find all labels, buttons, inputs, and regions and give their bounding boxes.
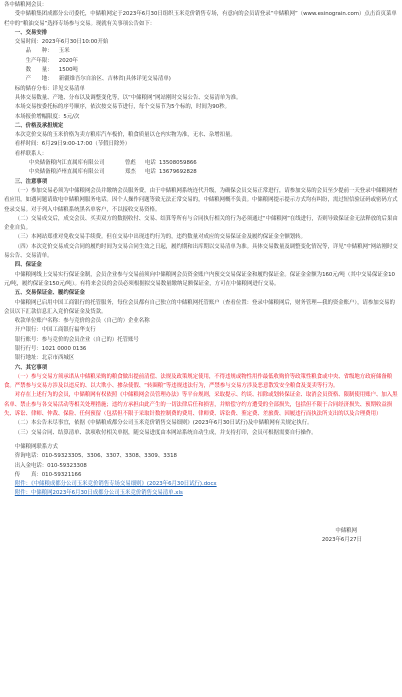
viewing-contact-row: 中央储备粮内江直属库有限公司 曾彪 电话 13508059866 — [29, 160, 197, 167]
price-rule: 本次竞价交易的玉米价格为卖方粮库汽车板价，粮食质量以仓内实物为准，无水、杂增扣量。 — [14, 132, 236, 139]
trade-origin: 产 地： 新疆维吾尔自治区、吉林省(具体详见交易清单) — [25, 76, 171, 83]
trade-note: 本场交易按委托标的序号顺序，依次按交易节进行，每个交易节为5个标的，时间为90秒。 — [14, 104, 230, 111]
other-paragraph: （三）交易合同、结算清单、款项收付相关单据，随交易进度由本网站系统自动生成，并支持打印，会员可根据需要自行操作。 — [14, 429, 317, 436]
bank-row: 银行地址：北京市西城区 — [14, 355, 75, 362]
bank-row: 收款单位账户名称：参与竞价的会员（自己的）企业名称 — [14, 318, 150, 325]
signature-date: 2023年6月27日 — [321, 537, 362, 544]
trade-note: 本场报价增幅限度：5元/次 — [14, 113, 80, 120]
greeting: 各中储粮网会员： — [4, 2, 48, 8]
contact-fund-phone: 出入金电话：010-59323308 — [14, 462, 87, 469]
contact-title: 中储粮网联系方式 — [14, 443, 58, 450]
other-paragraph: （二）本公告未尽事宜，依据《中储粮成都分公司玉米竞价销售交易细则》(2023年6月30日试行)及中储粮网有关规定执行。 — [14, 420, 313, 427]
viewing-time: 看样时间：6月29日9:00-17:00（节假日除外） — [14, 141, 131, 148]
attachment-list[interactable] — [4, 489, 398, 498]
note-paragraph: （四）本次竞价交易成交合同的履约时间为交易合同生效之日起，履约期和出库期以交易清单为准。具体交易数量及调整变化情况等，详见“中储粮网”网站刚时交易公告、交易清单。 — [4, 243, 398, 260]
trade-time: 交易时间：2023年6月30日10:00开始 — [14, 39, 109, 46]
bank-row: 开户银行：中国工商银行福华支行 — [14, 327, 96, 334]
trade-variety: 品 种： 玉米 — [25, 48, 70, 55]
section-notes-heading: 三、注意事项 — [14, 178, 48, 185]
intro-paragraph: 受中储粮集团成都分公司委托，中储粮网定于2023年6月30日组织玉米竞价销售专场，有意向的会员请登录“中储粮网”（www.esinograin.com）点击首页菜单栏中的“粮油交易”选择专场参与交易。现就有关事项公告如下： — [4, 11, 397, 27]
trade-quantity: 数 量： 1500吨 — [25, 67, 78, 74]
viewing-contact-label: 看样联系人： — [14, 150, 48, 157]
section-trade-heading: 一、交易安排 — [14, 29, 48, 36]
note-paragraph: （三）本网站郑重对免收交易手续费。但在交易中出现违约行为的，违约数量对成应的交易保证金及履约保证金全额划转。 — [14, 234, 306, 241]
attachment-rules-link[interactable]: 附件：《中储粮成都分公司玉米竞价销售专场交易细则》(2023年6月30日试行).docx — [14, 481, 217, 488]
viewing-contact-row: 中央储备粮泸州直属库有限公司 郑杰 电话 13679692828 — [29, 169, 197, 176]
contact-fax: 传 真：010-59321166 — [14, 471, 82, 478]
section-bank-heading: 五、交易保证金、履约保证金 — [14, 290, 85, 297]
warning-paragraph: 对存在上述行为的会员，中储粮网有权依照《中储粮网会员管理办法》等平台规则，采取提示、约谈、扣除或划转保证金、取消会员资格、限制使用账户、加入黑名单、禁止参与各交易活动等相关处理措施；违约方承担由此产生的一切法律后任和损害，并赔偿守约方遭受的全部损失，包括但不限于合同经济损失、预期收益损失、诉讼、律师、仲裁、保险、任何预留（包括但不限于采取针数控制费的费用、律师费、诉讼费、鉴定费、差旅费、因履违行而执法所支出的以及合理费用） — [4, 392, 398, 418]
warning-paragraph: （一）参与交易方须承诺从中储粮采购的粮食做出提前清偿、法规及政策规定使用，不得违规或物性用作最低收购价等政策性粮食或中央、省级地方政府储备粮食。严禁参与交易方涉及以违反的、以大欺小、掺杂使假、“转圈粮”等违规违法行为，严禁参与交易方涉及恶意散发安全粮食及变卖等行为。 — [4, 373, 393, 390]
section-deposit-heading: 四、保证金 — [14, 262, 42, 269]
trade-year: 生产年限： 2020年 — [25, 57, 78, 64]
section-price-heading: 二、价格及承担规定 — [14, 122, 64, 129]
contact-phone: 咨询电话：010-59323305、3306、3307、3308、3309、3318 — [14, 453, 177, 460]
trade-note: 具体交易数量、产地、分布以及调整变化等，以“中储粮网”网站刚时交易公告、交易清单为准。 — [14, 94, 242, 101]
bank-paragraph: 中储粮网已启用中国工商银行的托管服务，每位会员都有自己独立的中储粮网托管账户（查看位置：登录中储粮网后，财务管理—我的资金账户），请参加交易的会员以下汇款信息汇入竞价保证金及货款。 — [4, 299, 395, 315]
trade-storage: 标的储存分布：详见交易清单 — [14, 85, 85, 92]
deposit-paragraph: 中储粮网线上交易实行保证金制，会员企业参与交易前须向中储粮网会员资金账户内预交交易保证金和履约保证金。保证金金额为160元/吨（其中交易保证金10元/吨，履约保证金150元/吨）。有将来会员的会员必须根据拟交易数量缴纳足额保证金，方可在中储粮网进行交易。 — [4, 271, 395, 287]
section-other-heading: 六、其它事项 — [14, 364, 48, 371]
note-paragraph: （一）参加交易必须为中储粮网会员并缴纳会员服务费，由于中储粮网系统连代升级，为确保会员交易正常进行，请参加交易的会员至少提前一天登录中储粮网查看应用，如遇问题请致电中储粮网服务电话。因个人操作问题等致无法正常交易的，中储粮网概不负责。中储粮网提示提示方式均有纠纷，需过短信验证码或密码方式登录交易。对于列入中储粮系统黑名单客户，不以接收交易资格。 — [4, 187, 398, 213]
attachment-rules[interactable] — [4, 480, 398, 489]
bank-row: 银行行号：1021 0000 0136 — [14, 345, 87, 352]
attachment-list-link[interactable]: 附件：中储粮网2023年6月30日成都分公司玉米竞价销售交易清单.xls — [14, 490, 183, 497]
announcement-document — [4, 1, 398, 545]
note-paragraph: （二）交易成交后，成交会员、买卖双方的数据收付、交易、结算等所有与合同执行相关的行为必须通过“中储粮网”在线进行，否则导致保证金无法释放的后果由企业自负。 — [4, 215, 398, 232]
signature-org: 中储粮网 — [335, 527, 357, 534]
bank-row: 银行账号：参与竞价的会员企业（自己的）托管账号 — [14, 336, 139, 343]
